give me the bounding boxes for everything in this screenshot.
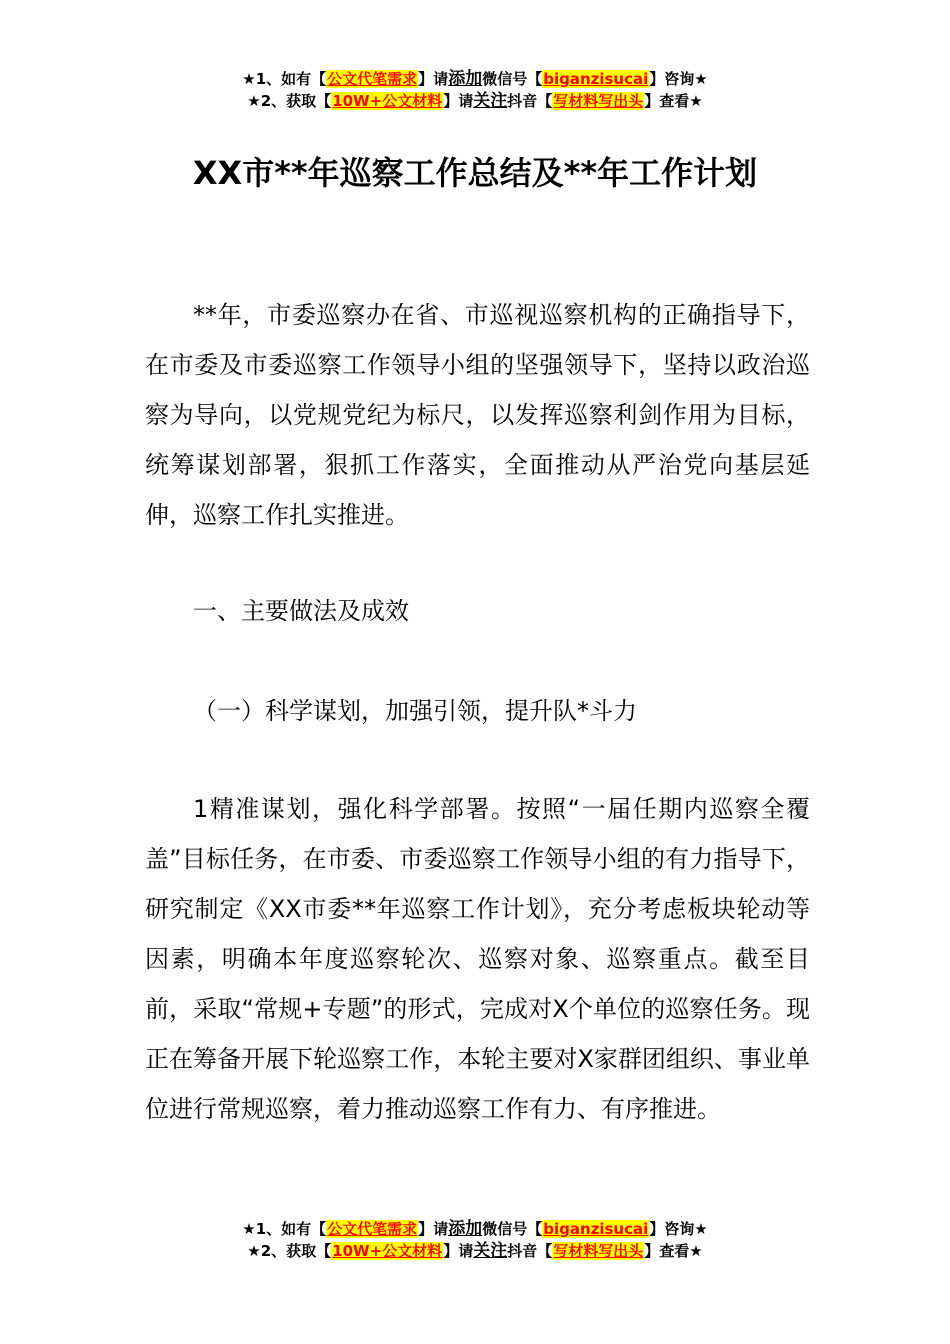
subsection-heading: （一）科学谋划，加强引领，提升队*斗力 bbox=[193, 697, 637, 725]
footer-banner bbox=[0, 1218, 950, 1262]
underlined-action: 关注 bbox=[473, 91, 508, 111]
banner-text: ★1、如有【 bbox=[242, 70, 327, 88]
banner-line-2 bbox=[0, 1240, 950, 1262]
highlight-materials: 10W+公文材料 bbox=[332, 92, 443, 110]
banner-text: 】请 bbox=[443, 92, 474, 110]
banner-text: 】请 bbox=[443, 1242, 474, 1260]
banner-text: 抖音【 bbox=[507, 92, 553, 110]
banner-text: 】咨询★ bbox=[649, 70, 708, 88]
banner-text: 】查看★ bbox=[644, 92, 703, 110]
section-heading: 一、主要做法及成效 bbox=[193, 597, 409, 625]
banner-text: 微信号【 bbox=[482, 1220, 543, 1238]
highlight-douyin-id: 写材料写出头 bbox=[553, 92, 644, 110]
highlight-wechat-id: biganzisucai bbox=[543, 1220, 649, 1238]
highlight-wechat-id: biganzisucai bbox=[543, 70, 649, 88]
intro-paragraph: **年，市委巡察办在省、市巡视巡察机构的正确指导下，在市委及市委巡察工作领导小组的坚强领导下，坚持以政治巡察为导向，以党规党纪为标尺，以发挥巡察利剑作用为目标，统筹谋划部署，狠抓工作落实，全面推动从严治党向基层延伸，巡察工作扎实推进。 bbox=[145, 301, 810, 529]
underlined-action: 添加 bbox=[448, 1219, 483, 1239]
banner-text: 抖音【 bbox=[507, 1242, 553, 1260]
document-title: XX市**年巡察工作总结及**年工作计划 bbox=[192, 154, 758, 192]
highlight-service: 公文代笔需求 bbox=[327, 1220, 418, 1238]
banner-text: 】咨询★ bbox=[649, 1220, 708, 1238]
banner-line-1 bbox=[0, 68, 950, 90]
underlined-action: 关注 bbox=[473, 1241, 508, 1261]
banner-text: ★2、获取【 bbox=[247, 92, 332, 110]
banner-text: ★2、获取【 bbox=[247, 1242, 332, 1260]
banner-text: 】请 bbox=[418, 70, 449, 88]
highlight-douyin-id: 写材料写出头 bbox=[553, 1242, 644, 1260]
banner-line-1 bbox=[0, 1218, 950, 1240]
header-banner bbox=[0, 68, 950, 112]
highlight-service: 公文代笔需求 bbox=[327, 70, 418, 88]
banner-text: 】请 bbox=[418, 1220, 449, 1238]
banner-line-2 bbox=[0, 90, 950, 112]
item-paragraph: 1精准谋划，强化科学部署。按照“一届任期内巡察全覆盖”目标任务，在市委、市委巡察工作领导小组的有力指导下，研究制定《XX市委**年巡察工作计划》，充分考虑板块轮动等因素，明确本年度巡察轮次、巡察对象、巡察重点。截至目前，采取“常规+专题”的形式，完成对X个单位的巡察任务。现正在筹备开展下轮巡察工作，本轮主要对X家群团组织、事业单位进行常规巡察，着力推动巡察工作有力、有序推进。 bbox=[145, 795, 810, 1123]
banner-text: 】查看★ bbox=[644, 1242, 703, 1260]
highlight-materials: 10W+公文材料 bbox=[332, 1242, 443, 1260]
banner-text: 微信号【 bbox=[482, 70, 543, 88]
underlined-action: 添加 bbox=[448, 69, 483, 89]
banner-text: ★1、如有【 bbox=[242, 1220, 327, 1238]
